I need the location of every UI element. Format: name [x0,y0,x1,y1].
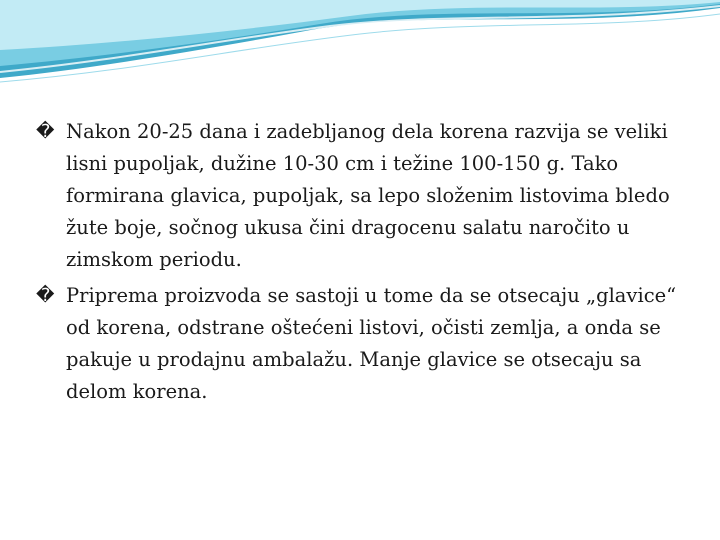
header-wave-decoration [0,0,720,90]
paragraph-2-text: Priprema proizvoda se sastoji u tome da se otsecaju „glavice“ od korena, odstrane oštećeni listovi, očisti zemlja, a onda se pakuje u prodajnu ambalažu. Manje glavice se otsecaju sa delom korena. [66,284,677,403]
paragraph-1-text: Nakon 20-25 dana i zadebljanog dela korena razvija se veliki lisni pupoljak, dužine 10-30 cm i težine 100-150 g. Tako formirana glavica, pupoljak, sa lepo složenim listovima bledo žute boje, sočnog ukusa čini dragocenu salatu naročito u zimskom periodu. [66,120,670,271]
bullet-icon: � [36,285,55,306]
content-area [36,116,696,412]
paragraph-2 [36,280,696,408]
paragraph-1 [36,116,696,276]
bullet-icon: � [36,121,55,142]
